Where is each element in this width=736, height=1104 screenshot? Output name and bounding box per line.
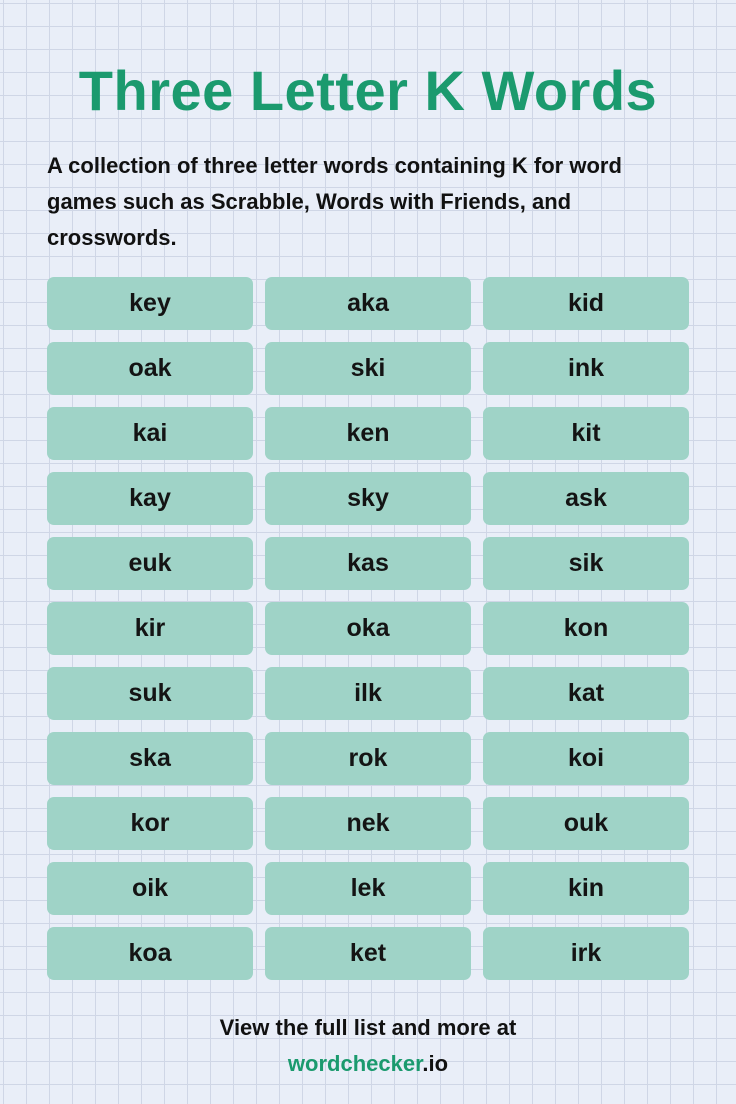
- word-tile: kid: [483, 277, 689, 330]
- word-tile: rok: [265, 732, 471, 785]
- word-tile: sky: [265, 472, 471, 525]
- word-tile: ska: [47, 732, 253, 785]
- word-tile: kai: [47, 407, 253, 460]
- word-tile: sik: [483, 537, 689, 590]
- word-tile: aka: [265, 277, 471, 330]
- word-tile: kor: [47, 797, 253, 850]
- word-tile: oik: [47, 862, 253, 915]
- word-tile: kit: [483, 407, 689, 460]
- word-tile: ilk: [265, 667, 471, 720]
- word-tile: oka: [265, 602, 471, 655]
- word-tile: kin: [483, 862, 689, 915]
- word-tile: koa: [47, 927, 253, 980]
- word-tile: kon: [483, 602, 689, 655]
- word-grid: [47, 277, 689, 980]
- word-tile: ski: [265, 342, 471, 395]
- footer: [0, 1010, 736, 1082]
- word-tile: lek: [265, 862, 471, 915]
- word-tile: euk: [47, 537, 253, 590]
- word-tile: kir: [47, 602, 253, 655]
- word-tile: kat: [483, 667, 689, 720]
- word-tile: ket: [265, 927, 471, 980]
- word-tile: irk: [483, 927, 689, 980]
- page-title: Three Letter K Words: [78, 59, 658, 122]
- word-tile: ink: [483, 342, 689, 395]
- brand-tld: .io: [422, 1051, 449, 1076]
- word-tile: nek: [265, 797, 471, 850]
- word-tile: ask: [483, 472, 689, 525]
- word-tile: kay: [47, 472, 253, 525]
- word-tile: ouk: [483, 797, 689, 850]
- word-tile: suk: [47, 667, 253, 720]
- word-tile: oak: [47, 342, 253, 395]
- brand-name: wordchecker: [287, 1051, 423, 1076]
- word-tile: key: [47, 277, 253, 330]
- brand-link[interactable]: [0, 1046, 736, 1082]
- intro-text: A collection of three letter words containing K for word games such as Scrabble, Words with Friends, and crosswords.: [47, 153, 622, 250]
- footer-text: View the full list and more at: [219, 1015, 517, 1040]
- word-tile: kas: [265, 537, 471, 590]
- word-tile: koi: [483, 732, 689, 785]
- word-tile: ken: [265, 407, 471, 460]
